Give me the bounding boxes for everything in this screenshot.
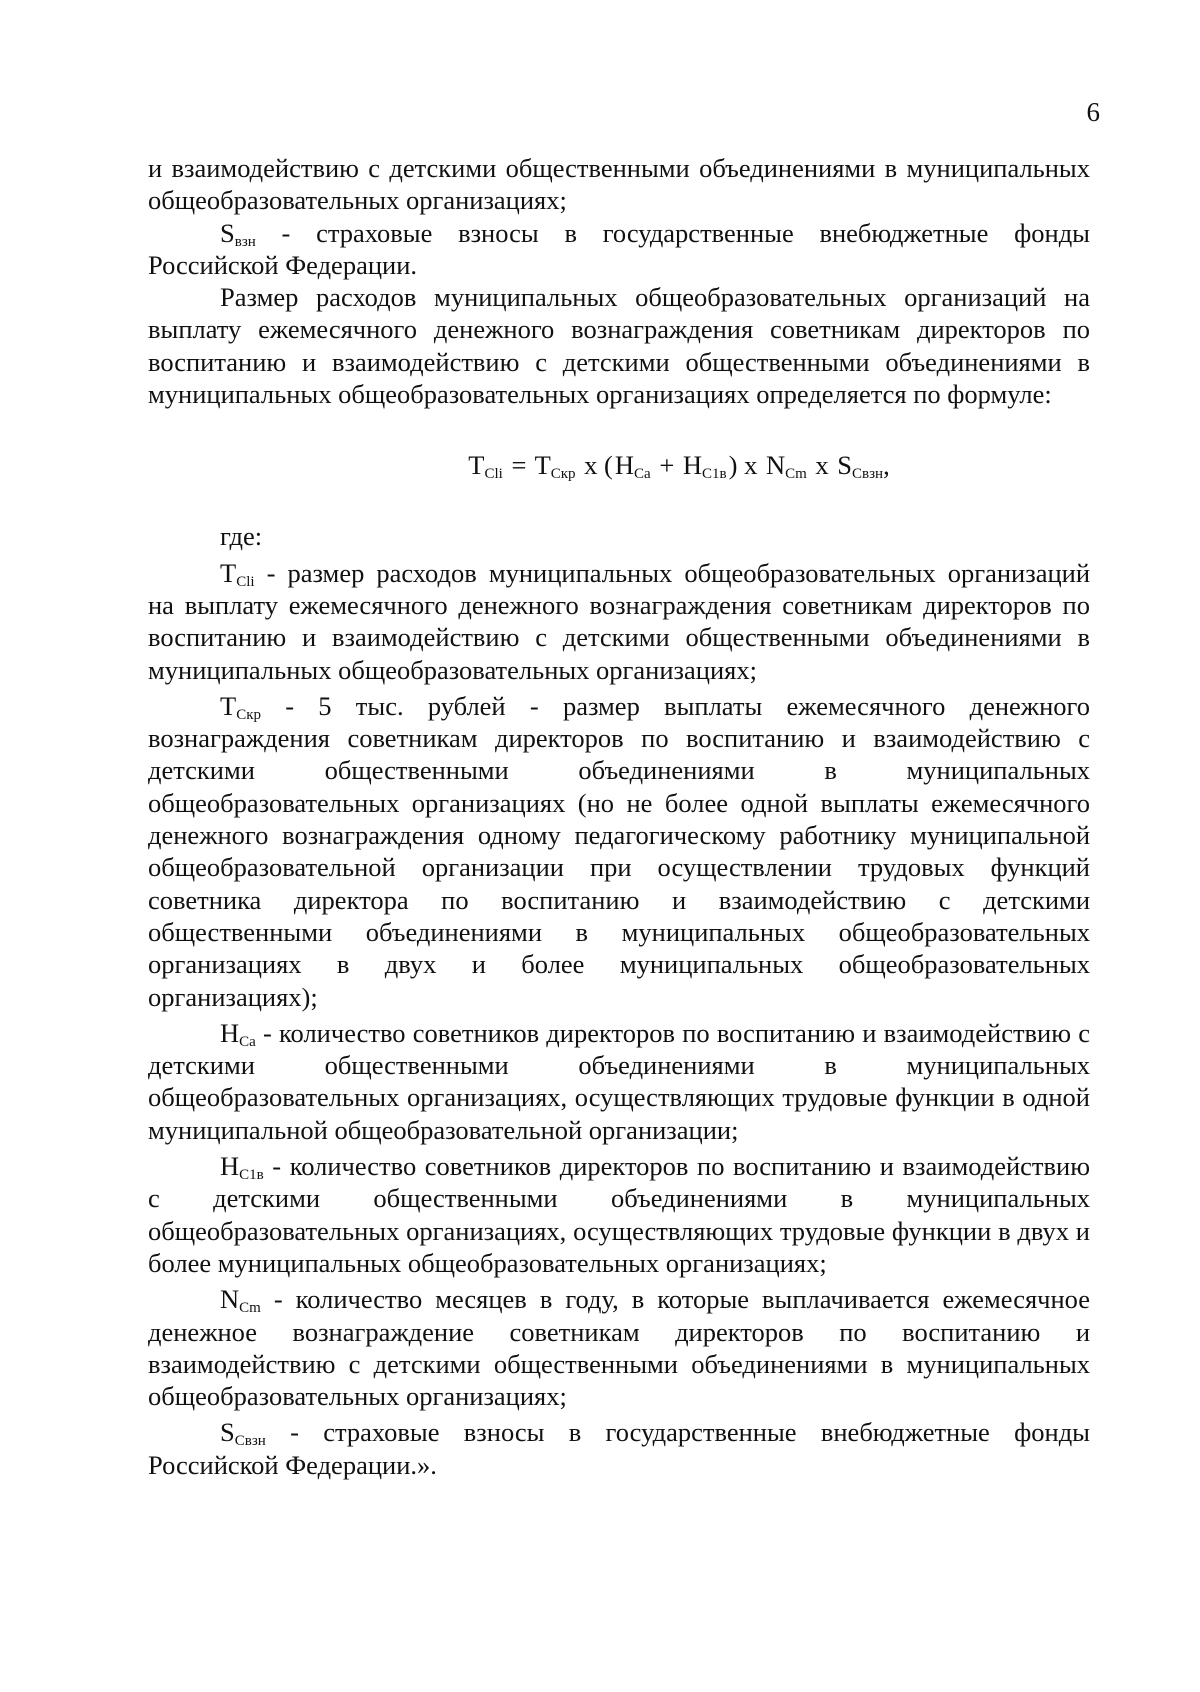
formula bbox=[148, 448, 1090, 482]
definition-tskr bbox=[148, 690, 1090, 1013]
definition-subscript: Свзн bbox=[234, 1433, 266, 1450]
formula-symbol: N bbox=[765, 450, 786, 481]
formula-symbol: T bbox=[468, 450, 485, 481]
definition-symbol: S bbox=[220, 1417, 235, 1448]
formula-subscript: Cli bbox=[484, 466, 503, 483]
definition-ncm bbox=[148, 1283, 1090, 1412]
definition-text: - количество советников директоров по воспитанию и взаимодействию с детскими общественными объединениями в муниципальных общеобразовательных организациях, осуществляющих трудовые функции в одной муниципальной общеобразовательной организации; bbox=[148, 1017, 1090, 1145]
formula-operator: = bbox=[511, 450, 527, 481]
definition-text: - 5 тыс. рублей - размер выплаты ежемесячного денежного вознаграждения советникам директоров по воспитанию и взаимодействию с детскими общественными объединениями в муниципальных общеобразовательных организациях (но не более одной выплаты ежемесячного денежного вознаграждения одному педагогическому работнику муниципальной общеобразовательной организации при осуществлении трудовых функций советника директора по воспитанию и взаимодействию с детскими общественными объединениями в муниципальных общеобразовательных организациях в двух и более муниципальных общеобразовательных организациях); bbox=[148, 690, 1090, 1012]
formula-subscript: Скр bbox=[550, 466, 576, 483]
page-number: 6 bbox=[1086, 97, 1100, 127]
definition-svzn-intro bbox=[148, 217, 1090, 282]
where-label: где: bbox=[220, 521, 263, 552]
symbol-subscript: взн bbox=[234, 233, 256, 250]
definition-symbol: H bbox=[220, 1017, 240, 1048]
definition-subscript: Cm bbox=[239, 1300, 261, 1317]
intro-continuation: и взаимодействию с детскими общественными объединениями в муниципальных общеобразовательных организациях; bbox=[148, 153, 1090, 216]
formula-operator: ) x bbox=[728, 450, 758, 481]
formula-subscript: C1в bbox=[702, 466, 727, 483]
size-paragraph: Размер расходов муниципальных общеобразовательных организаций на выплату ежемесячного денежного вознаграждения советникам директоров по воспитанию и взаимодействию с детскими общественными объединениями в муниципальных общеобразовательных организациях определяется по формуле: bbox=[148, 282, 1090, 410]
document-body bbox=[148, 152, 1090, 1481]
definition-text: - размер расходов муниципальных общеобразовательных организаций на выплату ежемесячного денежного вознаграждения советникам директоров по воспитанию и взаимодействию с детскими общественными объединениями в муниципальных общеобразовательных организациях; bbox=[148, 557, 1090, 685]
formula-operator: , bbox=[883, 450, 890, 481]
formula-symbol: T bbox=[534, 450, 551, 481]
formula-subscript: Свзн bbox=[852, 466, 884, 483]
formula-symbol: H bbox=[682, 450, 703, 481]
definition-scvzn bbox=[148, 1416, 1090, 1481]
definition-hca bbox=[148, 1017, 1090, 1146]
formula-symbol: S bbox=[837, 450, 853, 481]
definition-symbol: N bbox=[220, 1284, 240, 1315]
definition-symbol: T bbox=[220, 557, 237, 588]
definition-subscript: Ca bbox=[239, 1033, 256, 1050]
formula-operator: x bbox=[815, 450, 829, 481]
definition-text: - страховые взносы в государственные внебюджетные фонды Российской Федерации.». bbox=[148, 1417, 1090, 1480]
definition-subscript: C1в bbox=[239, 1167, 264, 1184]
definition-tcli bbox=[148, 557, 1090, 686]
formula-operator: + bbox=[659, 450, 675, 481]
formula-subscript: Ca bbox=[634, 466, 651, 483]
formula-subscript: Cm bbox=[785, 466, 807, 483]
formula-operator: x ( bbox=[584, 450, 613, 481]
definition-text: - количество месяцев в году, в которые выплачивается ежемесячное денежное вознаграждение советникам директоров по воспитанию и взаимодействию с детскими общественными объединениями в муниципальных общеобразовательных организациях; bbox=[148, 1284, 1090, 1412]
definition-text: - страховые взносы в государственные внебюджетные фонды Российской Федерации. bbox=[148, 217, 1090, 280]
definition-symbol: H bbox=[220, 1151, 240, 1182]
formula-symbol: H bbox=[614, 450, 635, 481]
symbol-s: S bbox=[220, 217, 235, 248]
definition-subscript: Cli bbox=[236, 573, 255, 590]
definition-hc1v bbox=[148, 1150, 1090, 1279]
definition-text: - количество советников директоров по воспитанию и взаимодействию с детскими общественными объединениями в муниципальных общеобразовательных организациях, осуществляющих трудовые функции в двух и более муниципальных общеобразовательных организациях; bbox=[148, 1151, 1090, 1278]
definition-symbol: T bbox=[220, 690, 237, 721]
definition-subscript: Скр bbox=[236, 706, 261, 723]
